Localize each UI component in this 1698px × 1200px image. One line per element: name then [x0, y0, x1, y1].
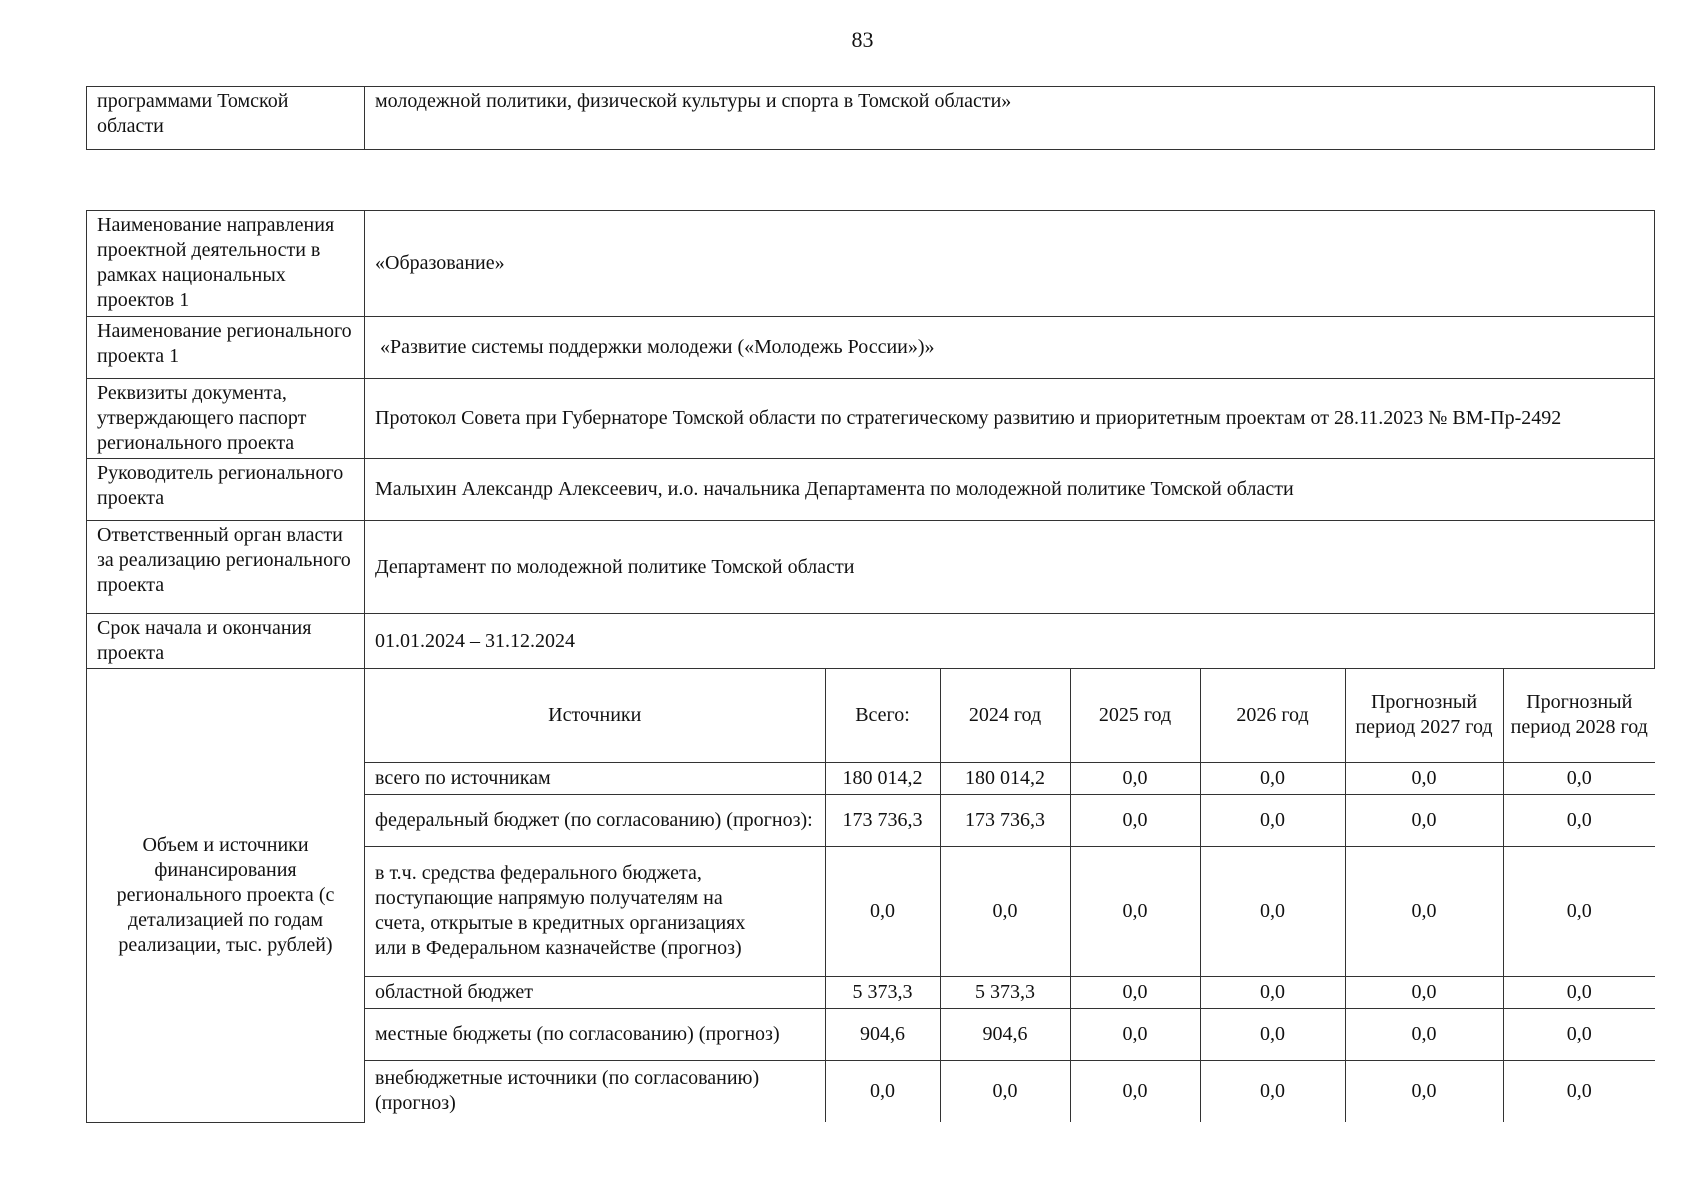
finance-value: 180 014,2: [825, 762, 940, 794]
finance-source: областной бюджет: [365, 976, 825, 1008]
passport-label-project-name: Наименование регионального проекта 1: [87, 317, 365, 379]
finance-value: 904,6: [825, 1008, 940, 1060]
finance-row: [365, 976, 1655, 1008]
finance-value: 0,0: [825, 846, 940, 976]
continuation-row: [87, 87, 1655, 150]
finance-label: Объем и источники финансирования регионального проекта (с детализацией по годам реализации, тыс. рублей): [87, 669, 365, 1123]
continuation-table: [86, 86, 1655, 150]
finance-row: [365, 794, 1655, 846]
finance-source: местные бюджеты (по согласованию) (прогноз): [365, 1008, 825, 1060]
finance-value: 0,0: [1503, 1060, 1655, 1122]
finance-value: 0,0: [1503, 794, 1655, 846]
finance-value: 0,0: [1345, 1008, 1503, 1060]
passport-value-project-name: «Развитие системы поддержки молодежи («Молодежь России»)»: [365, 317, 1655, 379]
finance-value: 0,0: [1200, 1060, 1345, 1122]
passport-label-head: Руководитель регионального проекта: [87, 459, 365, 521]
finance-value: 0,0: [825, 1060, 940, 1122]
passport-label-document: Реквизиты документа, утверждающего паспорт регионального проекта: [87, 379, 365, 459]
finance-value: 0,0: [1070, 846, 1200, 976]
finance-value: 173 736,3: [825, 794, 940, 846]
passport-row-project-name: [87, 317, 1655, 379]
passport-row-document: [87, 379, 1655, 459]
finance-value: 0,0: [1200, 762, 1345, 794]
passport-value-document: Протокол Совета при Губернаторе Томской области по стратегическому развитию и приоритетным проектам от 28.11.2023 № ВМ-Пр-2492: [365, 379, 1655, 459]
passport-value-direction: «Образование»: [365, 211, 1655, 317]
header-2028: Прогнозный период 2028 год: [1503, 669, 1655, 762]
finance-value: 0,0: [1345, 794, 1503, 846]
finance-value: 0,0: [940, 1060, 1070, 1122]
finance-value: 0,0: [1070, 976, 1200, 1008]
finance-value: 0,0: [1503, 846, 1655, 976]
finance-value: 0,0: [1200, 794, 1345, 846]
finance-row: [365, 846, 1655, 976]
finance-value: 0,0: [1070, 1008, 1200, 1060]
finance-source: внебюджетные источники (по согласованию) (прогноз): [365, 1060, 825, 1122]
header-total: Всего:: [825, 669, 940, 762]
finance-value: 5 373,3: [825, 976, 940, 1008]
finance-value: 180 014,2: [940, 762, 1070, 794]
finance-value: 0,0: [1503, 976, 1655, 1008]
finance-value: 0,0: [1345, 976, 1503, 1008]
finance-value: 0,0: [940, 846, 1070, 976]
finance-row: [365, 1008, 1655, 1060]
finance-header-row: [365, 669, 1655, 762]
finance-row: [365, 1060, 1655, 1122]
passport-row-direction: [87, 211, 1655, 317]
passport-row-authority: [87, 521, 1655, 614]
finance-value: 0,0: [1070, 762, 1200, 794]
finance-value: 0,0: [1345, 846, 1503, 976]
finance-value: 5 373,3: [940, 976, 1070, 1008]
finance-value: 0,0: [1200, 846, 1345, 976]
finance-value: 0,0: [1200, 976, 1345, 1008]
header-2024: 2024 год: [940, 669, 1070, 762]
finance-cell: [365, 669, 1655, 1123]
passport-value-period: 01.01.2024 – 31.12.2024: [365, 614, 1655, 669]
passport-row-head: [87, 459, 1655, 521]
finance-value: 0,0: [1200, 1008, 1345, 1060]
finance-value: 173 736,3: [940, 794, 1070, 846]
header-2027: Прогнозный период 2027 год: [1345, 669, 1503, 762]
finance-value: 0,0: [1070, 794, 1200, 846]
header-2025: 2025 год: [1070, 669, 1200, 762]
continuation-value: молодежной политики, физической культуры и спорта в Томской области»: [365, 87, 1655, 150]
finance-value: 0,0: [1503, 1008, 1655, 1060]
finance-value: 0,0: [1503, 762, 1655, 794]
finance-value: 904,6: [940, 1008, 1070, 1060]
page-number: 83: [851, 27, 874, 52]
finance-value: 0,0: [1345, 762, 1503, 794]
finance-value: 0,0: [1070, 1060, 1200, 1122]
passport-row-finance: [87, 669, 1655, 1123]
passport-label-direction: Наименование направления проектной деятельности в рамках национальных проектов 1: [87, 211, 365, 317]
passport-value-authority: Департамент по молодежной политике Томской области: [365, 521, 1655, 614]
finance-table: [365, 669, 1655, 1122]
passport-label-period: Срок начала и окончания проекта: [87, 614, 365, 669]
continuation-label: программами Томской области: [87, 87, 365, 150]
finance-source: федеральный бюджет (по согласованию) (прогноз):: [365, 794, 825, 846]
finance-value: 0,0: [1345, 1060, 1503, 1122]
finance-source: в т.ч. средства федерального бюджета, поступающие напрямую получателям на счета, открытые в кредитных организациях или в Федеральном казначействе (прогноз): [365, 846, 825, 976]
header-2026: 2026 год: [1200, 669, 1345, 762]
header-sources: Источники: [365, 669, 825, 762]
project-passport-table: [86, 210, 1655, 1123]
passport-label-authority: Ответственный орган власти за реализацию регионального проекта: [87, 521, 365, 614]
finance-row: [365, 762, 1655, 794]
passport-row-period: [87, 614, 1655, 669]
finance-source: всего по источникам: [365, 762, 825, 794]
passport-value-head: Малыхин Александр Алексеевич, и.о. начальника Департамента по молодежной политике Томской области: [365, 459, 1655, 521]
